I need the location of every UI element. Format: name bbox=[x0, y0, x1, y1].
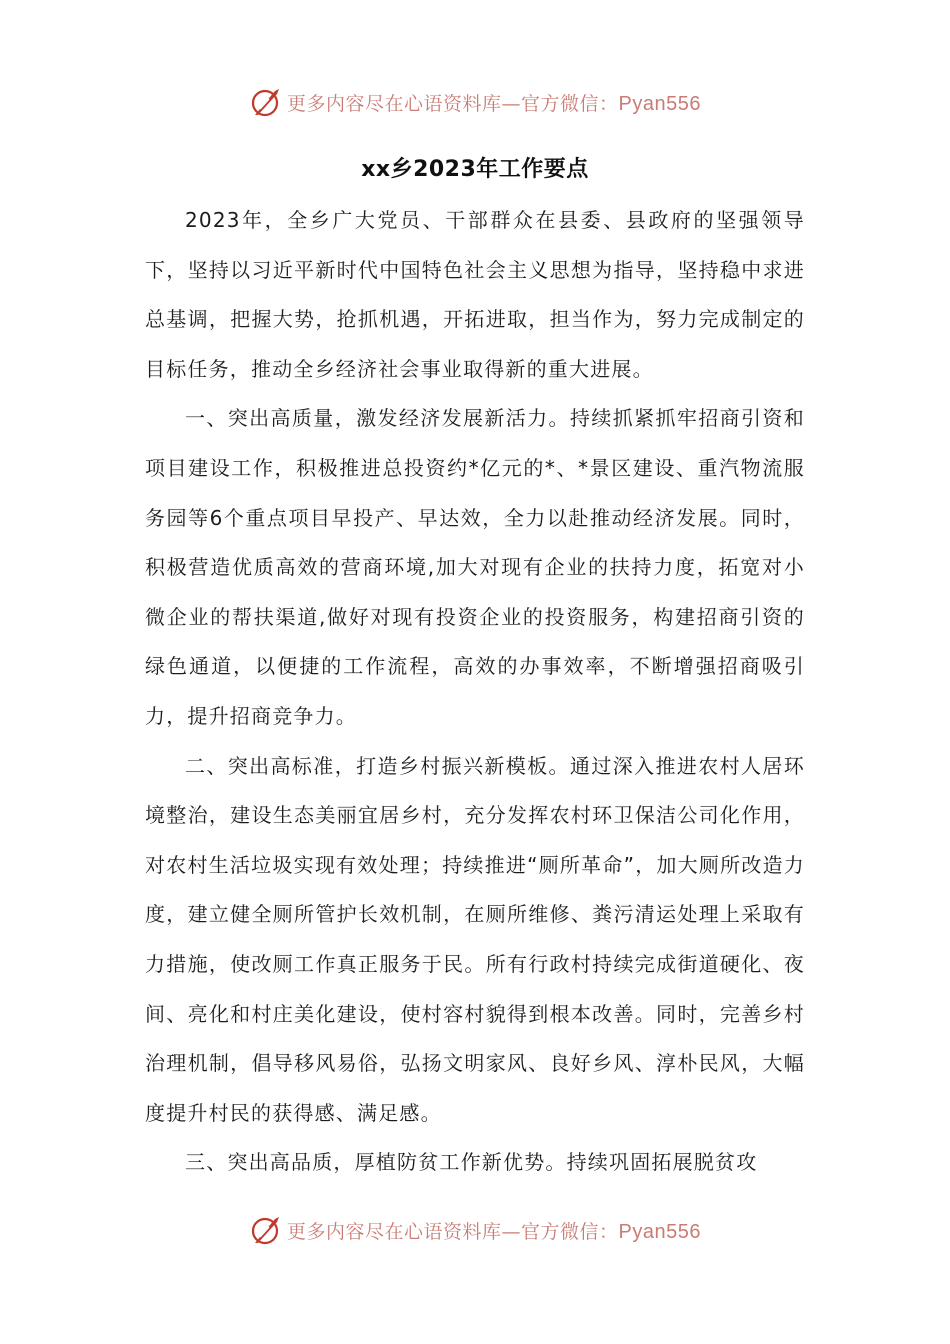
paragraph-intro: 2023年，全乡广大党员、干部群众在县委、县政府的坚强领导下，坚持以习近平新时代中国特色社会主义思想为指导，坚持稳中求进总基调，把握大势，抢抓机遇，开拓进取，担当作为，努力完成制定的目标任务，推动全乡经济社会事业取得新的重大进展。 bbox=[145, 208, 805, 381]
quill-pen-circle-icon bbox=[249, 85, 283, 119]
watermark-label: 更多内容尽在心语资料库—官方微信： bbox=[287, 92, 619, 115]
watermark-text bbox=[287, 1217, 701, 1244]
paragraph-section-3: 三、突出高品质，厚植防贫工作新优势。持续巩固拓展脱贫攻 bbox=[185, 1150, 758, 1175]
paragraph-section-1: 一、突出高质量，激发经济发展新活力。持续抓紧抓牢招商引资和项目建设工作，积极推进总投资约*亿元的*、*景区建设、重汽物流服务园等6个重点项目早投产、早达效，全力以赴推动经济发展。同时，积极营造优质高效的营商环境,加大对现有企业的扶持力度，拓宽对小微企业的帮扶渠道,做好对现有投资企业的投资服务，构建招商引资的绿色通道，以便捷的工作流程，高效的办事效率，不断增强招商吸引力，提升招商竞争力。 bbox=[145, 406, 805, 728]
watermark-label: 更多内容尽在心语资料库—官方微信： bbox=[287, 1220, 619, 1243]
quill-pen-circle-icon bbox=[249, 1213, 283, 1247]
paragraph-section-2: 二、突出高标准，打造乡村振兴新模板。通过深入推进农村人居环境整治，建设生态美丽宜居乡村，充分发挥农村环卫保洁公司化作用，对农村生活垃圾实现有效处理；持续推进“厕所革命”，加大厕所改造力度，建立健全厕所管护长效机制，在厕所维修、粪污清运处理上采取有力措施，使改厕工作真正服务于民。所有行政村持续完成街道硬化、夜间、亮化和村庄美化建设，使村容村貌得到根本改善。同时，完善乡村治理机制，倡导移风易俗，弘扬文明家风、良好乡风、淳朴民风，大幅度提升村民的获得感、满足感。 bbox=[145, 753, 805, 1125]
watermark-handle: Pyan556 bbox=[618, 92, 701, 115]
document-body bbox=[145, 196, 805, 1188]
document-title: xx乡2023年工作要点 bbox=[361, 157, 589, 182]
watermark-banner-top bbox=[0, 82, 950, 122]
watermark-handle: Pyan556 bbox=[618, 1220, 701, 1243]
watermark-text bbox=[287, 89, 701, 116]
watermark-banner-bottom bbox=[0, 1210, 950, 1250]
